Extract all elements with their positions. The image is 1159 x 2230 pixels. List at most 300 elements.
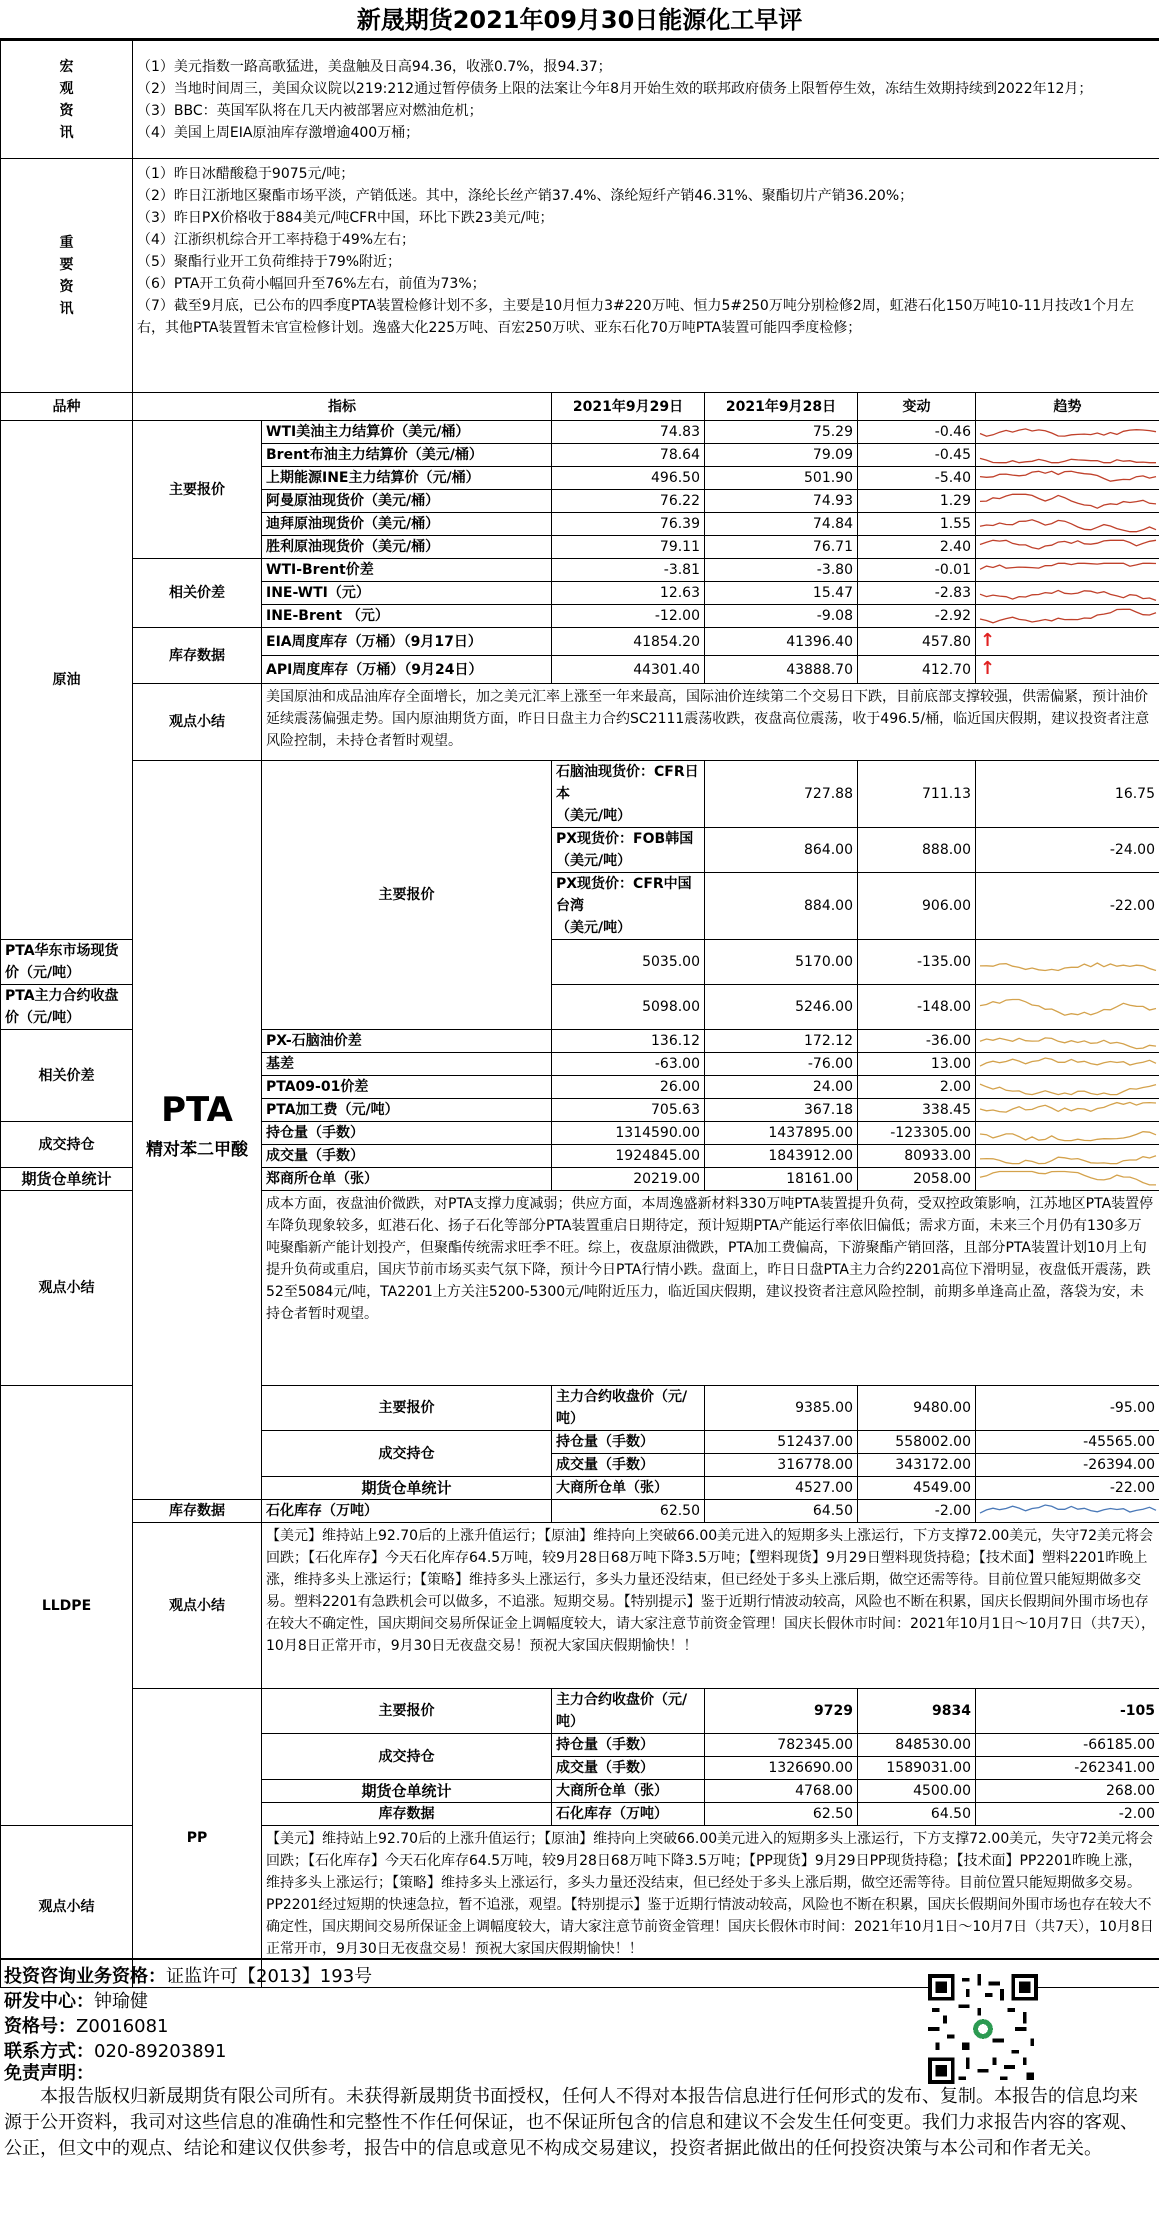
header-variety: 品种 bbox=[1, 393, 133, 421]
value-date1: 5035.00 bbox=[552, 940, 705, 985]
indicator-cell: API周度库存（万桶）（9月24日） bbox=[262, 656, 552, 684]
value-date2: 172.12 bbox=[705, 1030, 858, 1053]
sparkline-path bbox=[980, 609, 1156, 623]
value-date2: 43888.70 bbox=[705, 656, 858, 684]
indicator-cell: 基差 bbox=[262, 1053, 552, 1076]
change-value: -24.00 bbox=[1109, 842, 1155, 858]
indicator-cell: 上期能源INE主力结算价（元/桶） bbox=[262, 467, 552, 490]
change-cell bbox=[858, 513, 976, 536]
value-date1: 9729 bbox=[705, 1689, 858, 1734]
value-date1: 20219.00 bbox=[552, 1168, 705, 1191]
indicator-cell: 持仓量（手数） bbox=[552, 1734, 705, 1757]
value-date2: 41396.40 bbox=[705, 628, 858, 656]
value-date2: -76.00 bbox=[705, 1053, 858, 1076]
sparkline-path bbox=[980, 1102, 1156, 1112]
indicator-cell: PTA主力合约收盘价（元/吨） bbox=[1, 985, 133, 1030]
category-subname: 精对苯二甲酸 bbox=[146, 1140, 248, 1160]
change-cell bbox=[976, 1431, 1159, 1454]
category-name: LLDPE bbox=[41, 1597, 92, 1614]
group-label: 库存数据 bbox=[262, 1803, 552, 1826]
indicator-cell: PX-石脑油价差 bbox=[262, 1030, 552, 1053]
important-item: （3）昨日PX价格收于884美元/吨CFR中国，环比下跌23美元/吨； bbox=[137, 210, 554, 226]
observation-text: 【美元】维持站上92.70后的上涨升值运行；【原油】维持向上突破66.00美元进入的短期多头上涨运行，下方支撑72.00美元，失守72美元将会回跌；【石化库存】今天石化库存64.5万吨，较9月28日68万吨下降3.5万吨；【塑料现货】9月29日塑料现货持稳；【技术面】塑料2201昨晚上涨，维持多头上涨运行；【策略】维持多头上涨运行，多头力量还没结束，但已经处于多头上涨后期，做空还需等待。目前位置只能短期做多交易。塑料2201有急跌机会可以做多，不追涨。短期交易。【特别提示】鉴于近期行情波动较高，风险也不断在积累，国庆长假期间外围市场也存在较大不确定性，国庆期间交易所保证金上调幅度较大，请大家注意节前资金管理！国庆长假休市时间：2021年10月1日～10月7日（共7天），10月8日正常开市，9月30日无夜盘交易！预祝大家国庆假期愉快！！ bbox=[262, 1523, 1159, 1689]
indicator-cell: 大商所仓单（张） bbox=[552, 1780, 705, 1803]
macro-items bbox=[133, 41, 1159, 159]
trend-sparkline bbox=[976, 1146, 1159, 1166]
header-indicator: 指标 bbox=[133, 393, 552, 421]
trend-sparkline bbox=[976, 1123, 1159, 1143]
trend-cell bbox=[976, 421, 1159, 444]
important-item: （7）截至9月底，已公布的四季度PTA装置检修计划不多，主要是10月恒力3#220万吨、恒力5#250万吨分别检修2周，虹港石化150万吨10-11月技改1个月左右，其他PTA装置暂未官宣检修计划。逸盛大化225万吨、百宏250万吠、亚东石化70万吨PTA装置可能四季度检修； bbox=[137, 298, 1135, 336]
trend-sparkline bbox=[976, 561, 1159, 580]
trend-sparkline bbox=[976, 538, 1159, 557]
value-date2: 76.71 bbox=[705, 536, 858, 559]
trend-sparkline bbox=[976, 1100, 1159, 1120]
value-date1: 41854.20 bbox=[552, 628, 705, 656]
value-date1: 782345.00 bbox=[705, 1734, 858, 1757]
value-date1: 727.88 bbox=[705, 761, 858, 828]
macro-row bbox=[1, 41, 1159, 159]
table-row bbox=[1, 1689, 1159, 1734]
change-value: -148.00 bbox=[916, 999, 971, 1015]
change-cell bbox=[858, 1099, 976, 1122]
change-cell bbox=[976, 1780, 1159, 1803]
change-cell bbox=[858, 1168, 976, 1191]
group-label: 成交持仓 bbox=[262, 1734, 552, 1780]
sparkline-path bbox=[980, 1505, 1156, 1513]
sparkline-path bbox=[980, 1084, 1156, 1095]
value-date1: -63.00 bbox=[552, 1053, 705, 1076]
trend-cell bbox=[976, 490, 1159, 513]
change-value: 2058.00 bbox=[913, 1171, 971, 1187]
report-title: 新晟期货2021年09月30日能源化工早评 bbox=[0, 0, 1159, 40]
change-cell bbox=[976, 1689, 1159, 1734]
table-row bbox=[1, 684, 1159, 761]
macro-item: （4）美国上周EIA原油库存激增逾400万桶； bbox=[137, 124, 420, 141]
change-value: -262341.00 bbox=[1074, 1760, 1155, 1776]
change-value: -105 bbox=[1119, 1703, 1155, 1719]
sparkline-path bbox=[980, 540, 1156, 549]
indicator-cell: 成交量（手数） bbox=[262, 1145, 552, 1168]
trend-cell bbox=[976, 536, 1159, 559]
value-date2: 501.90 bbox=[705, 467, 858, 490]
group-label: 相关价差 bbox=[133, 559, 262, 628]
change-value: -0.46 bbox=[934, 424, 971, 440]
macro-item: （1）美元指数一路高歌猛进，美盘触及日高94.36，收涨0.7%，报94.37； bbox=[137, 58, 612, 75]
trend-cell bbox=[976, 559, 1159, 582]
indicator-cell: EIA周度库存（万桶）（9月17日） bbox=[262, 628, 552, 656]
change-cell bbox=[858, 940, 976, 985]
observation-text: 美国原油和成品油库存全面增长，加之美元汇率上涨至一年来最高，国际油价连续第二个交易日下跌，目前底部支撑较强，供需偏紧，预计油价延续震荡偏强走势。国内原油期货方面，昨日日盘主力合约SC2111震荡收跌，夜盘高位震荡，收于496.5/桶，临近国庆假期，建议投资者注意风险控制，未持仓者暂时观望。 bbox=[262, 684, 1159, 761]
value-date2: 64.50 bbox=[705, 1500, 858, 1523]
category-name: PTA bbox=[161, 1090, 233, 1130]
value-date1: 884.00 bbox=[705, 873, 858, 940]
value-date2: 1589031.00 bbox=[858, 1757, 976, 1780]
trend-sparkline bbox=[976, 952, 1159, 973]
change-value: 457.80 bbox=[922, 633, 971, 650]
indicator-cell: PTA09-01价差 bbox=[262, 1076, 552, 1099]
up-arrow-icon: ↑ bbox=[980, 630, 996, 651]
trend-sparkline bbox=[976, 515, 1159, 534]
table-row bbox=[1, 628, 1159, 656]
trend-cell bbox=[976, 1099, 1159, 1122]
change-cell bbox=[858, 1076, 976, 1099]
indicator-cell: 主力合约收盘价（元/吨） bbox=[552, 1386, 705, 1431]
group-label: 相关价差 bbox=[1, 1030, 133, 1122]
important-item: （6）PTA开工负荷小幅回升至76%左右，前值为73%； bbox=[137, 276, 486, 292]
value-date2: 79.09 bbox=[705, 444, 858, 467]
change-cell bbox=[858, 444, 976, 467]
change-value: 268.00 bbox=[1106, 1783, 1155, 1799]
value-date2: 5246.00 bbox=[705, 985, 858, 1030]
value-date2: 848530.00 bbox=[858, 1734, 976, 1757]
value-date2: 558002.00 bbox=[858, 1431, 976, 1454]
change-value: -2.00 bbox=[1118, 1806, 1155, 1822]
group-label: 观点小结 bbox=[133, 1523, 262, 1689]
header-trend: 趋势 bbox=[976, 393, 1159, 421]
change-cell bbox=[858, 628, 976, 656]
trend-cell bbox=[976, 582, 1159, 605]
change-value: 80933.00 bbox=[904, 1148, 971, 1164]
trend-sparkline bbox=[976, 607, 1159, 626]
trend-cell bbox=[976, 513, 1159, 536]
value-date1: 316778.00 bbox=[705, 1454, 858, 1477]
value-date1: 512437.00 bbox=[705, 1431, 858, 1454]
change-cell bbox=[858, 656, 976, 684]
data-table bbox=[0, 392, 1159, 1988]
important-row bbox=[1, 159, 1159, 393]
change-cell bbox=[858, 582, 976, 605]
change-value: -2.83 bbox=[934, 585, 971, 601]
sparkline-path bbox=[980, 1132, 1156, 1141]
change-cell bbox=[976, 1386, 1159, 1431]
group-label: 主要报价 bbox=[262, 1689, 552, 1734]
qr-code-icon bbox=[928, 1970, 1038, 2088]
macro-item: （2）当地时间周三，美国众议院以219:212通过暂停债务上限的法案让今年8月开始生效的联邦政府债务上限暂停生效，冻结生效期持续到2022年12月； bbox=[137, 80, 1093, 97]
value-date2: 74.84 bbox=[705, 513, 858, 536]
indicator-cell: WTI美油主力结算价（美元/桶） bbox=[262, 421, 552, 444]
table-row bbox=[1, 761, 1159, 828]
value-date2: 15.47 bbox=[705, 582, 858, 605]
change-cell bbox=[858, 1053, 976, 1076]
change-value: 13.00 bbox=[930, 1056, 971, 1072]
value-date1: 76.22 bbox=[552, 490, 705, 513]
value-date2: 9480.00 bbox=[858, 1386, 976, 1431]
trend-sparkline bbox=[976, 584, 1159, 603]
value-date2: 367.18 bbox=[705, 1099, 858, 1122]
change-cell bbox=[976, 1734, 1159, 1757]
analyst-line bbox=[4, 1989, 148, 2014]
group-label: 成交持仓 bbox=[262, 1431, 552, 1477]
change-value: -0.45 bbox=[934, 447, 971, 463]
indicator-cell: 石化库存（万吨） bbox=[552, 1803, 705, 1826]
value-date2: 9834 bbox=[858, 1689, 976, 1734]
sparkline-path bbox=[980, 999, 1156, 1015]
value-date1: 5098.00 bbox=[552, 985, 705, 1030]
sparkline-path bbox=[980, 1058, 1156, 1066]
value-date1: 74.83 bbox=[552, 421, 705, 444]
group-label: 库存数据 bbox=[133, 1500, 262, 1523]
trend-sparkline bbox=[976, 492, 1159, 511]
sparkline-path bbox=[980, 494, 1156, 508]
change-cell bbox=[976, 873, 1159, 940]
news-table bbox=[0, 40, 1159, 393]
indicator-line: 石脑油现货价：CFR日本 bbox=[556, 764, 699, 802]
observation-text: 成本方面，夜盘油价微跌，对PTA支撑力度减弱；供应方面，本周逸盛新材料330万吨PTA装置提升负荷，受双控政策影响，江苏地区PTA装置停车降负现象较多，虹港石化、扬子石化等部分PTA装置重启日期待定，预计短期PTA产能运行率依旧偏低；需求方面，未来三个月仍有130多万吨聚酯新产能计划投产，但聚酯传统需求旺季不旺。综上，夜盘原油微跌，PTA加工费偏高，下游聚酯产销回落，且部分PTA装置计划10月上旬提升负荷或重启，国庆节前市场买卖气氛下降，预计今日PTA行情小跌。盘面上，昨日日盘PTA主力合约2201高位下滑明显，夜盘低开震荡，跌52至5084元/吨，TA2201上方关注5200-5300元/吨附近压力，临近国庆假期，建议投资者注意风险控制，前期多单逢高止盈，落袋为安，未持仓者暂时观望。 bbox=[262, 1191, 1159, 1386]
change-value: -123305.00 bbox=[890, 1125, 971, 1141]
value-date2: 343172.00 bbox=[858, 1454, 976, 1477]
group-label: 主要报价 bbox=[262, 1386, 552, 1431]
analyst-value: 钟瑜健 bbox=[94, 1991, 148, 2012]
change-cell bbox=[858, 467, 976, 490]
contact-label: 联系方式： bbox=[4, 2041, 94, 2062]
change-value: 412.70 bbox=[922, 661, 971, 678]
indicator-cell: WTI-Brent价差 bbox=[262, 559, 552, 582]
group-label: 观点小结 bbox=[1, 1826, 133, 1988]
value-date1: 76.39 bbox=[552, 513, 705, 536]
license-line bbox=[4, 1964, 372, 1989]
important-item: （5）聚酯行业开工负荷维持于79%附近； bbox=[137, 254, 402, 270]
analyst-label: 研发中心： bbox=[4, 1991, 94, 2012]
disclaimer-heading bbox=[4, 2061, 94, 2086]
indicator-line: （美元/吨） bbox=[556, 808, 632, 824]
change-value: 16.75 bbox=[1114, 786, 1155, 802]
group-label: 观点小结 bbox=[133, 684, 262, 761]
indicator-cell: INE-WTI（元） bbox=[262, 582, 552, 605]
trend-sparkline bbox=[976, 997, 1159, 1018]
indicator-cell: 主力合约收盘价（元/吨） bbox=[552, 1689, 705, 1734]
table-header bbox=[1, 393, 1159, 421]
up-arrow-icon: ↑ bbox=[980, 658, 996, 679]
crude-category bbox=[1, 421, 133, 940]
indicator-cell: PTA华东市场现货价（元/吨） bbox=[1, 940, 133, 985]
group-label: 期货仓单统计 bbox=[262, 1477, 552, 1500]
change-value: 1.55 bbox=[939, 516, 971, 532]
value-date1: 79.11 bbox=[552, 536, 705, 559]
value-date1: -3.81 bbox=[552, 559, 705, 582]
indicator-cell: 石化库存（万吨） bbox=[262, 1500, 552, 1523]
change-cell bbox=[858, 421, 976, 444]
macro-item: （3）BBC：英国军队将在几天内被部署应对燃油危机； bbox=[137, 102, 483, 119]
trend-sparkline bbox=[976, 1501, 1159, 1521]
trend-cell bbox=[976, 940, 1159, 985]
value-date2: -9.08 bbox=[705, 605, 858, 628]
indicator-cell: 胜利原油现货价（美元/桶） bbox=[262, 536, 552, 559]
important-item: （4）江浙织机综合开工率持稳于49%左右； bbox=[137, 232, 416, 248]
value-date2: 1437895.00 bbox=[705, 1122, 858, 1145]
indicator-cell: INE-Brent （元） bbox=[262, 605, 552, 628]
value-date2: 888.00 bbox=[858, 828, 976, 873]
table-row bbox=[1, 1500, 1159, 1523]
value-date2: 24.00 bbox=[705, 1076, 858, 1099]
value-date1: 1326690.00 bbox=[705, 1757, 858, 1780]
value-date2: -3.80 bbox=[705, 559, 858, 582]
category-name: PP bbox=[186, 1830, 208, 1846]
sparkline-path bbox=[980, 563, 1156, 569]
trend-sparkline bbox=[976, 446, 1159, 465]
trend-cell bbox=[976, 1076, 1159, 1099]
group-label: 观点小结 bbox=[1, 1191, 133, 1386]
table-row bbox=[1, 421, 1159, 444]
change-value: -26394.00 bbox=[1083, 1457, 1155, 1473]
lldpe-category bbox=[1, 1386, 133, 1826]
value-date1: 9385.00 bbox=[705, 1386, 858, 1431]
sparkline-path bbox=[980, 1038, 1156, 1049]
value-date2: 4549.00 bbox=[858, 1477, 976, 1500]
indicator-cell: 郑商所仓单（张） bbox=[262, 1168, 552, 1191]
change-value: -22.00 bbox=[1109, 898, 1155, 914]
category-name: 原油 bbox=[52, 672, 81, 688]
change-cell bbox=[976, 1757, 1159, 1780]
qualification-label: 资格号： bbox=[4, 2016, 76, 2037]
change-cell bbox=[858, 1122, 976, 1145]
change-cell bbox=[858, 1145, 976, 1168]
table-row bbox=[1, 1523, 1159, 1689]
observation-text: 【美元】维持站上92.70后的上涨升值运行；【原油】维持向上突破66.00美元进入的短期多头上涨运行，下方支撑72.00美元，失守72美元将会回跌；【石化库存】今天石化库存64.5万吨，较9月28日68万吨下降3.5万吨；【PP现货】9月29日PP现货持稳；【技术面】PP2201昨晚上涨，维持多头上涨运行；【策略】维持多头上涨运行，多头力量还没结束，但已经处于多头上涨后期，做空还需等待。目前位置只能短期做多交易。PP2201经过短期的快速急拉，暂不追涨，观望。【特别提示】鉴于近期行情波动较高，风险也不断在积累，国庆长假期间外围市场也存在较大不确定性，国庆期间交易所保证金上调幅度较大，请大家注意节前资金管理！国庆长假休市时间：2021年10月1日～10月7日（共7天），10月8日正常开市，9月30日无夜盘交易！预祝大家国庆假期愉快！！ bbox=[262, 1826, 1159, 1988]
trend-cell bbox=[976, 656, 1159, 684]
trend-sparkline bbox=[976, 1169, 1159, 1190]
trend-cell bbox=[976, 467, 1159, 490]
change-value: 2.00 bbox=[939, 1079, 971, 1095]
indicator-cell: 成交量（手数） bbox=[552, 1757, 705, 1780]
indicator-cell: Brent布油主力结算价（美元/桶） bbox=[262, 444, 552, 467]
value-date1: 705.63 bbox=[552, 1099, 705, 1122]
value-date1: 44301.40 bbox=[552, 656, 705, 684]
change-value: 338.45 bbox=[922, 1102, 971, 1118]
license-label: 投资咨询业务资格： bbox=[4, 1966, 166, 1987]
sparkline-path bbox=[980, 1156, 1156, 1164]
sparkline-path bbox=[980, 428, 1156, 435]
change-cell bbox=[858, 559, 976, 582]
indicator-cell bbox=[552, 873, 705, 940]
indicator-cell: 成交量（手数） bbox=[552, 1454, 705, 1477]
change-cell bbox=[976, 1803, 1159, 1826]
important-label bbox=[1, 159, 133, 393]
value-date1: 62.50 bbox=[705, 1803, 858, 1826]
indicator-cell: 迪拜原油现货价（美元/桶） bbox=[262, 513, 552, 536]
value-date1: 4527.00 bbox=[705, 1477, 858, 1500]
change-value: -66185.00 bbox=[1083, 1737, 1155, 1753]
qualification-line bbox=[4, 2014, 169, 2039]
trend-cell bbox=[976, 1122, 1159, 1145]
trend-sparkline bbox=[976, 423, 1159, 442]
change-value: -45565.00 bbox=[1083, 1434, 1155, 1450]
group-label: 成交持仓 bbox=[1, 1122, 133, 1168]
contact-value: 020-89203891 bbox=[94, 2041, 227, 2062]
group-label: 期货仓单统计 bbox=[1, 1168, 133, 1191]
table-row bbox=[1, 559, 1159, 582]
sparkline-path bbox=[980, 1171, 1156, 1184]
indicator-cell: 阿曼原油现货价（美元/桶） bbox=[262, 490, 552, 513]
value-date2: 711.13 bbox=[858, 761, 976, 828]
value-date1: 4768.00 bbox=[705, 1780, 858, 1803]
change-cell bbox=[858, 490, 976, 513]
trend-sparkline bbox=[976, 469, 1159, 488]
value-date1: 1314590.00 bbox=[552, 1122, 705, 1145]
indicator-cell: 持仓量（手数） bbox=[262, 1122, 552, 1145]
value-date2: 75.29 bbox=[705, 421, 858, 444]
value-date1: 62.50 bbox=[552, 1500, 705, 1523]
macro-label-text: 宏观资讯 bbox=[59, 58, 74, 141]
change-value: 1.29 bbox=[939, 493, 971, 509]
change-value: -2.92 bbox=[934, 608, 971, 624]
group-label: 主要报价 bbox=[262, 761, 552, 1030]
indicator-cell: 大商所仓单（张） bbox=[552, 1477, 705, 1500]
value-date2: 5170.00 bbox=[705, 940, 858, 985]
change-cell bbox=[976, 1454, 1159, 1477]
value-date1: 496.50 bbox=[552, 467, 705, 490]
change-value: 2.40 bbox=[939, 539, 971, 555]
value-date2: 18161.00 bbox=[705, 1168, 858, 1191]
important-label-text: 重要资讯 bbox=[59, 234, 74, 317]
qualification-value: Z0016081 bbox=[76, 2016, 169, 2037]
value-date1: 12.63 bbox=[552, 582, 705, 605]
trend-cell bbox=[976, 1168, 1159, 1191]
group-label: 库存数据 bbox=[133, 628, 262, 684]
value-date1: 136.12 bbox=[552, 1030, 705, 1053]
indicator-cell: PX现货价：FOB韩国（美元/吨） bbox=[552, 828, 705, 873]
change-value: -36.00 bbox=[925, 1033, 971, 1049]
indicator-line: （美元/吨） bbox=[556, 920, 632, 936]
important-item: （1）昨日冰醋酸稳于9075元/吨； bbox=[137, 166, 355, 182]
macro-label bbox=[1, 41, 133, 159]
trend-cell bbox=[976, 1145, 1159, 1168]
trend-cell bbox=[976, 1053, 1159, 1076]
trend-cell bbox=[976, 605, 1159, 628]
indicator-cell: PTA加工费（元/吨） bbox=[262, 1099, 552, 1122]
change-cell bbox=[976, 761, 1159, 828]
value-date1: 78.64 bbox=[552, 444, 705, 467]
sparkline-path bbox=[980, 963, 1156, 971]
value-date2: 1843912.00 bbox=[705, 1145, 858, 1168]
trend-sparkline bbox=[976, 1054, 1159, 1074]
trend-cell bbox=[976, 444, 1159, 467]
indicator-line: PX现货价：CFR中国台湾 bbox=[556, 876, 692, 914]
trend-cell bbox=[976, 1500, 1159, 1523]
sparkline-path bbox=[980, 519, 1156, 531]
footer bbox=[0, 1958, 1159, 2230]
sparkline-path bbox=[980, 471, 1156, 481]
trend-cell bbox=[976, 1030, 1159, 1053]
trend-sparkline bbox=[976, 1077, 1159, 1097]
change-cell bbox=[976, 1477, 1159, 1500]
change-value: -22.00 bbox=[1109, 1480, 1155, 1496]
value-date1: 1924845.00 bbox=[552, 1145, 705, 1168]
important-items bbox=[133, 159, 1159, 393]
value-date2: 4500.00 bbox=[858, 1780, 976, 1803]
change-value: -2.00 bbox=[934, 1503, 971, 1519]
change-value: -0.01 bbox=[934, 562, 971, 578]
sparkline-path bbox=[980, 458, 1156, 462]
disclaimer-label: 免责声明： bbox=[4, 2063, 94, 2084]
value-date1: -12.00 bbox=[552, 605, 705, 628]
header-date2: 2021年9月28日 bbox=[705, 393, 858, 421]
change-cell bbox=[858, 536, 976, 559]
value-date1: 26.00 bbox=[552, 1076, 705, 1099]
change-value: -5.40 bbox=[934, 470, 971, 486]
indicator-cell: 持仓量（手数） bbox=[552, 1431, 705, 1454]
value-date2: 64.50 bbox=[858, 1803, 976, 1826]
value-date2: 74.93 bbox=[705, 490, 858, 513]
value-date2: 906.00 bbox=[858, 873, 976, 940]
change-cell bbox=[858, 1030, 976, 1053]
disclaimer-text: 本报告版权归新晟期货有限公司所有。未获得新晟期货书面授权，任何人不得对本报告信息进行任何形式的发布、复制。本报告的信息均来源于公开资料，我司对这些信息的准确性和完整性不作任何保证，也不保证所包含的信息和建议不会发生任何变更。我们力求报告内容的客观、公正，但文中的观点、结论和建议仅供参考，报告中的信息或意见不构成交易建议，投资者据此做出的任何投资决策与本公司和作者无关。 bbox=[4, 2086, 1138, 2159]
change-cell bbox=[858, 985, 976, 1030]
important-item: （2）昨日江浙地区聚酯市场平淡，产销低迷。其中，涤纶长丝产销37.4%、涤纶短纤产销46.31%、聚酯切片产销36.20%； bbox=[137, 188, 914, 204]
trend-cell bbox=[976, 985, 1159, 1030]
value-date1: 864.00 bbox=[705, 828, 858, 873]
header-date1: 2021年9月29日 bbox=[552, 393, 705, 421]
